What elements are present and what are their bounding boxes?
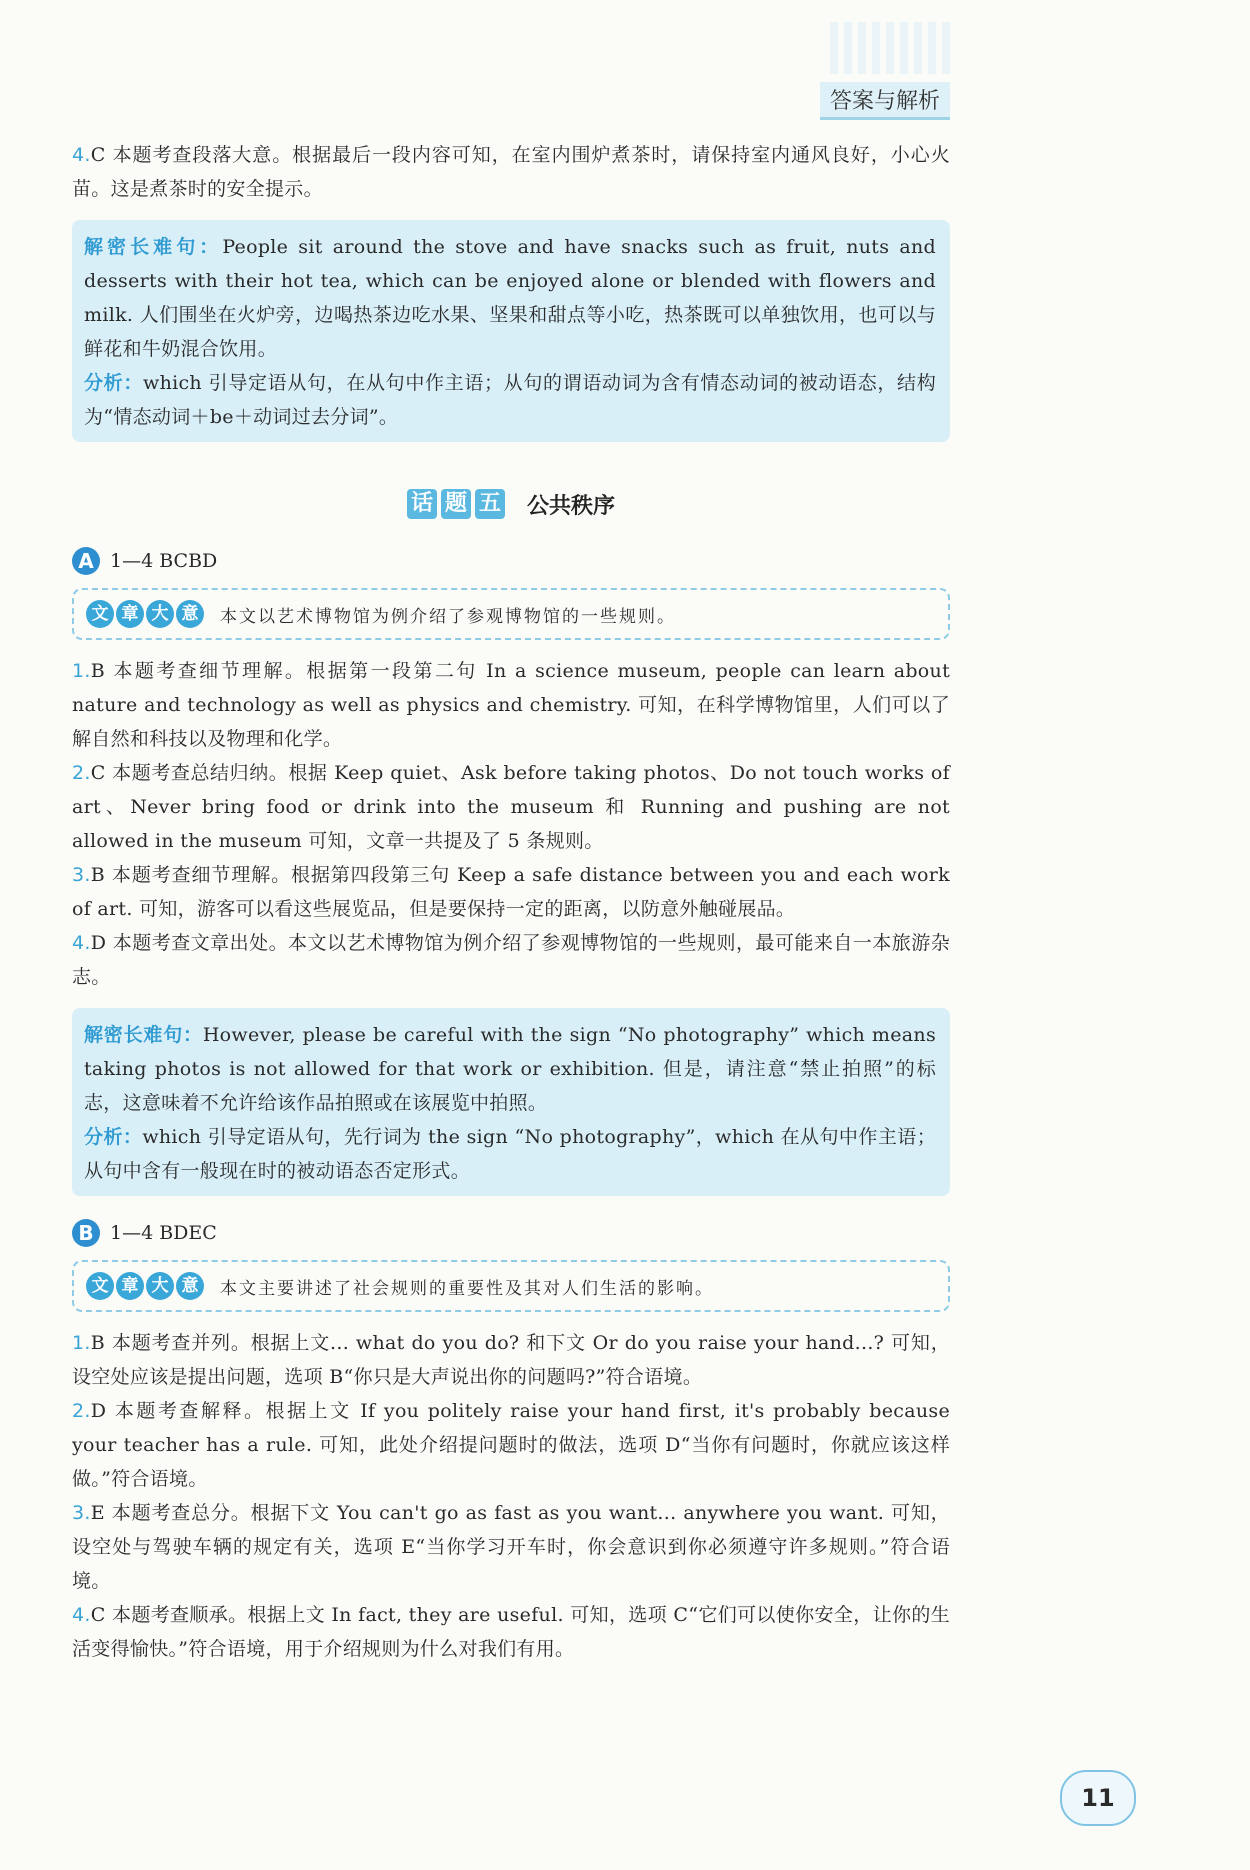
summary-text: 本文以艺术博物馆为例介绍了参观博物馆的一些规则。 xyxy=(220,606,676,627)
analysis: 分析：which 引导定语从句，先行词为 the sign “No photography”，which 在从句中作主语；从句中含有一般现在时的被动语态否定形式。 xyxy=(84,1126,936,1182)
topic-char: 题 xyxy=(441,489,471,519)
section-a-analysis-box xyxy=(72,1008,950,1196)
page-number: 11 xyxy=(1060,1770,1136,1826)
summary-chip: 大 xyxy=(146,600,174,628)
section-b-heading xyxy=(72,1216,950,1250)
summary-chip: 章 xyxy=(116,600,144,628)
section-a-summary xyxy=(72,588,950,640)
section-a-answer-2: 2.C 本题考查总结归纳。根据 Keep quiet、Ask before taking photos、Do not touch works of art、Never bring food or drink into the museum 和 Running and pushing are not allowed in the museum 可知，文章一共提及了 5 条规则。 xyxy=(72,762,950,852)
summary-chip: 意 xyxy=(176,1272,204,1300)
summary-text: 本文主要讲述了社会规则的重要性及其对人们生活的影响。 xyxy=(220,1278,714,1299)
section-a-answer-3: 3.B 本题考查细节理解。根据第四段第三句 Keep a safe distance between you and each work of art. 可知，游客可以看这些展览品，但是要保持一定的距离，以防意外触碰展品。 xyxy=(72,864,950,920)
summary-chip: 章 xyxy=(116,1272,144,1300)
header-decoration xyxy=(830,22,950,74)
section-b-summary xyxy=(72,1260,950,1312)
analysis: 分析：which 引导定语从句，在从句中作主语；从句的谓语动词为含有情态动词的被动语态，结构为“情态动词＋be＋动词过去分词”。 xyxy=(84,372,936,428)
summary-chip: 文 xyxy=(86,600,114,628)
prev-analysis-box xyxy=(72,220,950,442)
section-a-heading xyxy=(72,544,950,578)
section-b-answer-4: 4.C 本题考查顺承。根据上文 In fact, they are useful. 可知，选项 C“它们可以使你安全，让你的生活变得愉快。”符合语境，用于介绍规则为什么对我们有用。 xyxy=(72,1604,950,1660)
section-b-answer-1: 1.B 本题考查并列。根据上文... what do you do? 和下文 Or do you raise your hand...? 可知，设空处应该是提出问题，选项 B“你只是大声说出你的问题吗?”符合语境。 xyxy=(72,1332,950,1388)
section-b-answer-2: 2.D 本题考查解释。根据上文 If you politely raise your hand first, it's probably because your teacher has a rule. 可知，此处介绍提问题时的做法，选项 D“当你有问题时，你就应该这样做。”符合语境。 xyxy=(72,1400,950,1490)
section-b-answer-3: 3.E 本题考查总分。根据下文 You can't go as fast as you want... anywhere you want. 可知，设空处与驾驶车辆的规定有关，选项 E“当你学习开车时，你会意识到你必须遵守许多规则。”符合语境。 xyxy=(72,1502,950,1592)
summary-chip: 大 xyxy=(146,1272,174,1300)
prev-answer-4: 4.C 本题考查段落大意。根据最后一段内容可知，在室内围炉煮茶时，请保持室内通风良好，小心火苗。这是煮茶时的安全提示。 xyxy=(72,144,950,200)
topic-title: 公共秩序 xyxy=(526,493,615,519)
section-a-answer-4: 4.D 本题考查文章出处。本文以艺术博物馆为例介绍了参观博物馆的一些规则，最可能来自一本旅游杂志。 xyxy=(72,932,950,988)
section-b-badge: B xyxy=(72,1219,100,1247)
section-a-answers: 1—4 BCBD xyxy=(110,550,218,572)
summary-chip: 文 xyxy=(86,1272,114,1300)
topic-char: 话 xyxy=(407,489,437,519)
topic-heading xyxy=(72,484,950,524)
section-header-label: 答案与解析 xyxy=(820,82,950,120)
topic-char: 五 xyxy=(475,489,505,519)
section-a-answer-1: 1.B 本题考查细节理解。根据第一段第二句 In a science museum, people can learn about nature and technology as well as physics and chemistry. 可知，在科学博物馆里，人们可以了解自然和科技以及物理和化学。 xyxy=(72,660,950,750)
long-sentence: 解密长难句：However, please be careful with the sign “No photography” which means taking photos is not allowed for that work or exhibition. 但是，请注意“禁止拍照”的标志，这意味着不允许给该作品拍照或在该展览中拍照。 xyxy=(84,1024,936,1114)
long-sentence: 解密长难句：People sit around the stove and have snacks such as fruit, nuts and desserts with their hot tea, which can be enjoyed alone or blended with flowers and milk. 人们围坐在火炉旁，边喝热茶边吃水果、坚果和甜点等小吃，热茶既可以单独饮用，也可以与鲜花和牛奶混合饮用。 xyxy=(84,236,936,360)
summary-chip: 意 xyxy=(176,600,204,628)
page-content xyxy=(72,138,950,1666)
section-a-badge: A xyxy=(72,547,100,575)
section-b-answers: 1—4 BDEC xyxy=(110,1222,217,1244)
